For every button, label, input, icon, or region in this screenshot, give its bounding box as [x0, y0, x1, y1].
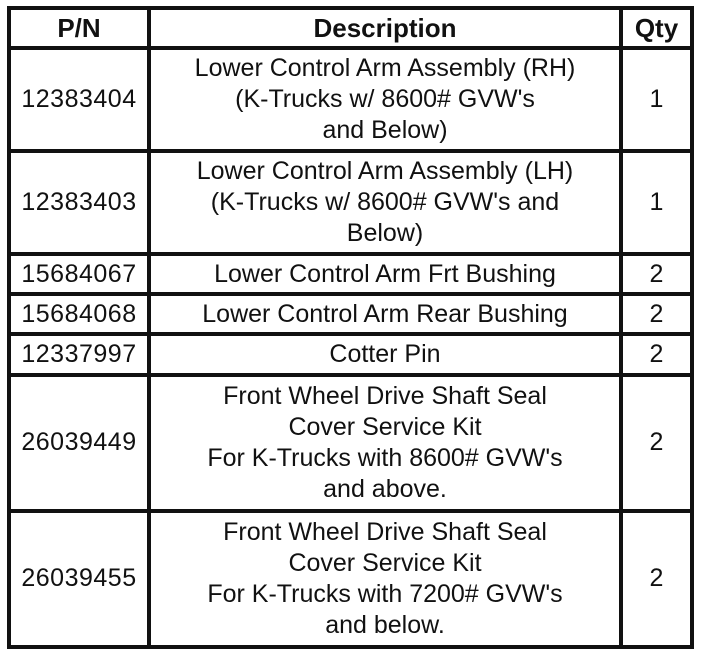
quantity-cell: 2: [621, 334, 692, 374]
description-line: (K-Trucks w/ 8600# GVW's: [235, 85, 535, 114]
description-line: Cover Service Kit: [288, 548, 482, 577]
part-number-cell: 12383404: [9, 48, 149, 151]
table-row: [9, 334, 692, 374]
part-number-cell: 15684067: [9, 254, 149, 294]
description-cell: [149, 254, 621, 294]
table-row: [9, 375, 692, 511]
quantity-cell: 2: [621, 294, 692, 334]
part-number-cell: 15684068: [9, 294, 149, 334]
quantity-cell: 1: [621, 151, 692, 254]
parts-table: [7, 6, 694, 649]
table-row: [9, 254, 692, 294]
description-line: Lower Control Arm Assembly (RH): [194, 54, 576, 83]
description-line: Lower Control Arm Frt Bushing: [214, 259, 556, 288]
part-number-cell: 12383403: [9, 151, 149, 254]
table-row: [9, 48, 692, 151]
table-row: [9, 511, 692, 647]
description-line: Lower Control Arm Assembly (LH): [196, 157, 574, 186]
description-line: Front Wheel Drive Shaft Seal: [223, 381, 547, 410]
description-line: Front Wheel Drive Shaft Seal: [223, 517, 547, 546]
quantity-cell: 2: [621, 375, 692, 511]
description-line: (K-Trucks w/ 8600# GVW's and: [210, 188, 560, 217]
header-row: [9, 8, 692, 48]
header-pn: P/N: [9, 8, 149, 48]
description-line: Below): [346, 219, 424, 248]
part-number-cell: 26039449: [9, 375, 149, 511]
description-line: and below.: [325, 610, 445, 639]
description-line: and above.: [323, 474, 447, 503]
description-line: Cotter Pin: [329, 340, 441, 368]
part-number-cell: 26039455: [9, 511, 149, 647]
description-cell: [149, 48, 621, 151]
description-line: For K-Trucks with 8600# GVW's: [207, 443, 563, 472]
description-cell: [149, 151, 621, 254]
table-row: [9, 294, 692, 334]
description-line: For K-Trucks with 7200# GVW's: [207, 579, 563, 608]
description-cell: [149, 511, 621, 647]
header-qty: Qty: [621, 8, 692, 48]
description-cell: [149, 334, 621, 374]
quantity-cell: 2: [621, 511, 692, 647]
header-description: Description: [149, 8, 621, 48]
description-line: and Below): [322, 116, 448, 145]
description-cell: [149, 294, 621, 334]
description-line: Cover Service Kit: [288, 412, 482, 441]
table-row: [9, 151, 692, 254]
description-line: Lower Control Arm Rear Bushing: [202, 299, 568, 328]
part-number-cell: 12337997: [9, 334, 149, 374]
quantity-cell: 1: [621, 48, 692, 151]
description-cell: [149, 375, 621, 511]
quantity-cell: 2: [621, 254, 692, 294]
